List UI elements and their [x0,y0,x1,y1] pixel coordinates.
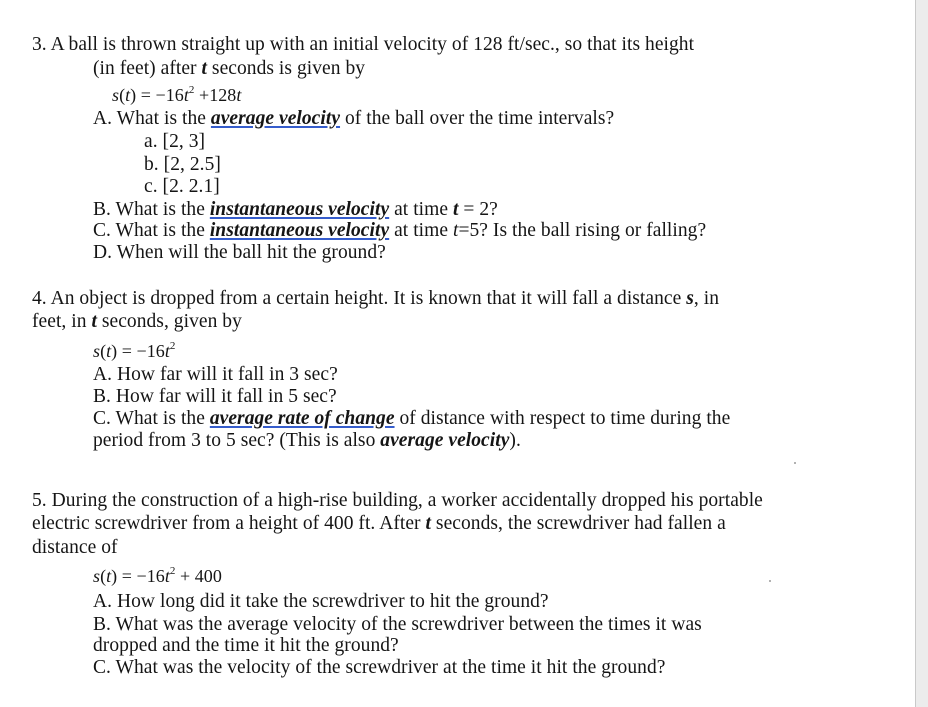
problem-3-part-b: B. What is the instantaneous velocity at time t = 2? [93,199,498,220]
problem-4-intro: 4. An object is dropped from a certain height. It is known that it will fall a distance s, in [32,288,720,309]
scan-speck [769,580,771,582]
problem-3-part-c: C. What is the instantaneous velocity at time t=5? Is the ball rising or falling? [93,220,707,241]
problem-5-part-c: C. What was the velocity of the screwdriver at the time it hit the ground? [93,657,666,678]
problem-3-part-d: D. When will the ball hit the ground? [93,242,386,263]
problem-5-part-b-cont: dropped and the time it hit the ground? [93,635,399,656]
problem-3-part-a-item-c: c. [2. 2.1] [144,176,220,197]
problem-3-intro: 3. A ball is thrown straight up with an initial velocity of 128 ft/sec., so that its height [32,34,695,55]
problem-4-part-c-cont: period from 3 to 5 sec? (This is also average velocity). [93,430,521,451]
problem-4-formula: $s(t) = -16t^2$ [93,340,176,361]
problem-3-intro-cont: (in feet) after t seconds is given by [93,58,366,79]
problem-5-intro-cont: electric screwdriver from a height of 400 ft. After t seconds, the screwdriver had fallen a [32,513,726,534]
problem-3-part-a-item-a: a. [2, 3] [144,131,206,152]
problem-5-part-a: A. How long did it take the screwdriver to hit the ground? [93,591,549,612]
scan-speck [794,462,796,464]
problem-3-part-a: A. What is the average velocity of the ball over the time intervals? [93,108,615,129]
problem-4-part-b: B. How far will it fall in 5 sec? [93,386,337,407]
problem-3-part-a-item-b: b. [2, 2.5] [144,154,221,175]
problem-5-intro-end: distance of [32,537,118,558]
problem-4-intro-cont: feet, in t seconds, given by [32,311,242,332]
problem-4-part-c: C. What is the average rate of change of distance with respect to time during the [93,408,731,429]
problem-5-part-b: B. What was the average velocity of the screwdriver between the times it was [93,614,702,635]
problem-3-formula: $s(t) = -16t^2 +128t$ [112,84,242,105]
problem-5-intro: 5. During the construction of a high-rise building, a worker accidentally dropped his portable [32,490,763,511]
problem-4-part-a: A. How far will it fall in 3 sec? [93,364,338,385]
problem-5-formula: $s(t) = -16t^2 + 400$ [93,565,222,586]
